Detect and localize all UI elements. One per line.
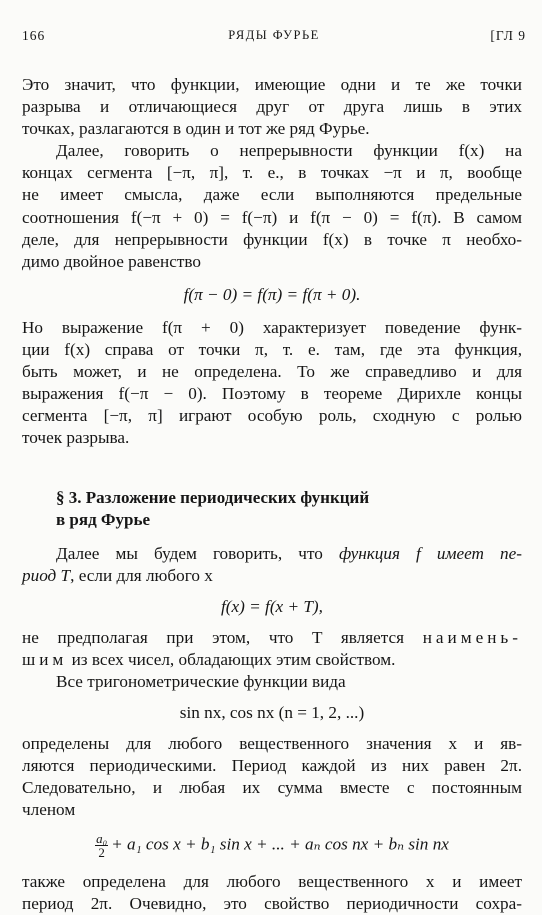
- paragraph-1: [22, 74, 522, 140]
- chapter-label: [ГЛ 9: [490, 28, 526, 43]
- text-line: Это значит, что функции, имеющие одни и те же точки: [22, 75, 522, 94]
- text-line: определены для любого вещественного значения x и яв-: [22, 734, 522, 754]
- fraction-numerator: a₀: [96, 830, 108, 846]
- text-run: , если для любого x: [70, 565, 213, 585]
- text-run: из всех чисел, обладающих этим свойством.: [67, 649, 396, 669]
- text-line: [22, 565, 522, 587]
- text-line: Далее, говорить о непрерывности функции f(x) на: [56, 141, 522, 161]
- text-line: соотношения f(−π + 0) = f(−π) и f(π − 0) = f(π). В самом: [22, 207, 522, 227]
- text-line: сегмента [−π, π] играют особую роль, сходную с ролью: [22, 406, 522, 426]
- text-line: выражения f(−π − 0). Поэтому в теореме Дирихле концы: [22, 384, 522, 404]
- fraction-denominator: 2: [98, 844, 105, 860]
- formula-trig-sum: [22, 832, 522, 859]
- paragraph-8: [22, 871, 522, 915]
- text-run: Далее мы будем говорить, что: [56, 543, 339, 563]
- text-line: период 2π. Очевидно, это свойство периодичности сохра-: [22, 893, 522, 913]
- paragraph-3: [22, 317, 522, 450]
- text-line: ции f(x) справа от точки π, т. е. там, где эта функция,: [22, 340, 522, 360]
- page-body: [22, 74, 522, 915]
- formula-periodicity: f(x) = f(x + T),: [221, 596, 323, 616]
- paragraph-7: [22, 733, 522, 821]
- definition-italic: функция f имеет пе-: [338, 543, 522, 563]
- text-line: разрыва и отличающиеся друг от друга лишь в этих: [22, 97, 522, 117]
- text-line: членом: [22, 800, 76, 820]
- heading-line: в ряд Фурье: [56, 509, 151, 529]
- text-line: Следовательно, и любая их сумма вместе с постоянным: [22, 778, 522, 798]
- paragraph-6: Все тригонометрические функции вида: [56, 671, 346, 691]
- text-line: точках, разлагаются в один и тот же ряд Фурье.: [22, 119, 370, 139]
- formula-terms: + a₁ cos x + b₁ sin x + ... + aₙ cos nx + bₙ sin nx: [111, 833, 449, 853]
- formula-trig-functions: sin nx, cos nx (n = 1, 2, ...): [179, 703, 365, 723]
- text-line: [22, 649, 522, 671]
- text-line: димо двойное равенство: [22, 251, 201, 271]
- formula-continuity: f(π − 0) = f(π) = f(π + 0).: [183, 284, 361, 304]
- text-line: ляются периодическими. Период каждой из них равен 2π.: [22, 756, 522, 776]
- paragraph-4: [22, 543, 522, 587]
- fraction: [95, 832, 108, 859]
- definition-italic: риод T: [22, 565, 71, 585]
- text-line: [22, 627, 522, 649]
- emphasis-spaced: наимень-: [422, 627, 522, 647]
- heading-line: § 3. Разложение периодических функций: [56, 487, 370, 507]
- text-line: не имеет смысла, даже если выполняются предельные: [22, 185, 522, 205]
- section-heading: [22, 487, 522, 531]
- text-line: быть может, и не определена. То же справедливо и для: [22, 362, 522, 382]
- text-line: деле, для непрерывности функции f(x) в точке π необхо-: [22, 229, 522, 249]
- text-line: точек разрыва.: [22, 428, 130, 448]
- text-line: [22, 543, 522, 565]
- text-line: также определена для любого вещественного x и имеет: [22, 871, 522, 891]
- emphasis-spaced: шим: [22, 649, 68, 669]
- text-line: Но выражение f(π + 0) характеризует поведение функ-: [22, 317, 522, 337]
- paragraph-5: [22, 627, 522, 671]
- text-line: концах сегмента [−π, π], т. е., в точках −π и π, вообще: [22, 163, 522, 183]
- paragraph-2: [22, 140, 522, 273]
- page-number: 166: [22, 28, 46, 43]
- running-title: РЯДЫ ФУРЬЕ: [228, 28, 320, 42]
- text-run: не предполагая при этом, что T является: [22, 627, 423, 647]
- page-header: [22, 28, 526, 48]
